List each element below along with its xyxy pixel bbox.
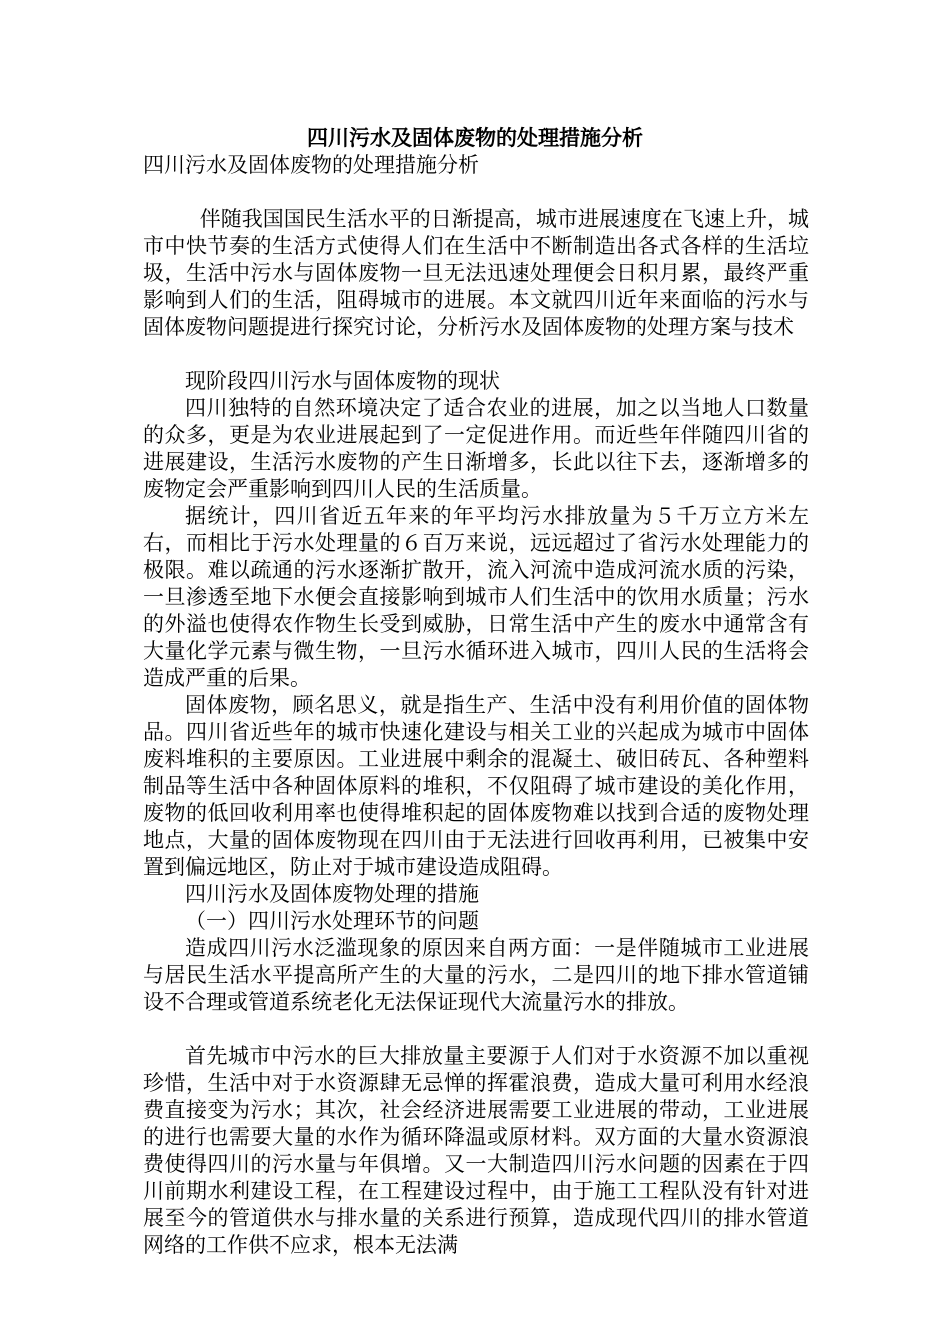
document-body: [143, 152, 809, 1259]
body-paragraph: 据统计，四川省近五年来的年平均污水排放量为５千万立方米左右，而相比于污水处理量的６百万来说，远远超过了省污水处理能力的极限。难以疏通的污水逐渐扩散开，流入河流中造成河流水质的污染，一旦渗透至地下水便会直接影响到城市人们生活中的饮用水质量；污水的外溢也使得农作物生长受到威胁，日常生活中产生的废水中通常含有大量化学元素与微生物，一旦污水循环进入城市，四川人民的生活将会造成严重的后果。: [143, 504, 809, 690]
blank-line: [143, 341, 809, 368]
body-paragraph: 造成四川污水泛滥现象的原因来自两方面：一是伴随城市工业进展与居民生活水平提高所产生的大量的污水，二是四川的地下排水管道铺设不合理或管道系统老化无法保证现代大流量污水的排放。: [143, 936, 809, 1014]
document-title: 四川污水及固体废物的处理措施分析: [307, 125, 643, 150]
blank-line: [143, 1016, 809, 1043]
abstract-paragraph: 伴随我国国民生活水平的日渐提高，城市进展速度在飞速上升，城市中快节奏的生活方式使得人们在生活中不断制造出各式各样的生活垃圾，生活中污水与固体废物一旦无法迅速处理便会日积月累，最终严重影响到人们的生活，阻碍城市的进展。本文就四川近年来面临的污水与固体废物问题提进行探究讨论，分析污水及固体废物的处理方案与技术: [143, 207, 809, 339]
section-heading-measures: 四川污水及固体废物处理的措施: [185, 882, 479, 906]
subsection-heading-sewage-problems: （一）四川污水处理环节的问题: [185, 909, 479, 933]
body-paragraph: 首先城市中污水的巨大排放量主要源于人们对于水资源不加以重视珍惜，生活中对于水资源肆无忌惮的挥霍浪费，造成大量可利用水经浪费直接变为污水；其次，社会经济进展需要工业进展的带动，工业进展的进行也需要大量的水作为循环降温或原材料。双方面的大量水资源浪费使得四川的污水量与年俱增。又一大制造四川污水问题的因素在于四川前期水利建设工程，在工程建设过程中，由于施工工程队没有针对进展至今的管道供水与排水量的关系进行预算，造成现代四川的排水管道网络的工作供不应求，根本无法满: [143, 1044, 809, 1257]
document-subtitle: 四川污水及固体废物的处理措施分析: [143, 153, 479, 177]
body-paragraph: 四川独特的自然环境决定了适合农业的进展，加之以当地人口数量的众多，更是为农业进展起到了一定促进作用。而近些年伴随四川省的进展建设，生活污水废物的产生日渐增多，长此以往下去，逐渐增多的废物定会严重影响到四川人民的生活质量。: [143, 396, 809, 501]
body-paragraph: 固体废物，顾名思义，就是指生产、生活中没有利用价值的固体物品。四川省近些年的城市快速化建设与相关工业的兴起成为城市中固体废料堆积的主要原因。工业进展中剩余的混凝土、破旧砖瓦、各种塑料制品等生活中各种固体原料的堆积，不仅阻碍了城市建设的美化作用，废物的低回收利用率也使得堆积起的固体废物难以找到合适的废物处理地点，大量的固体废物现在四川由于无法进行回收再利用，已被集中安置到偏远地区，防止对于城市建设造成阻碍。: [143, 693, 809, 879]
section-heading-current-status: 现阶段四川污水与固体废物的现状: [185, 369, 500, 393]
blank-line: [143, 179, 809, 206]
